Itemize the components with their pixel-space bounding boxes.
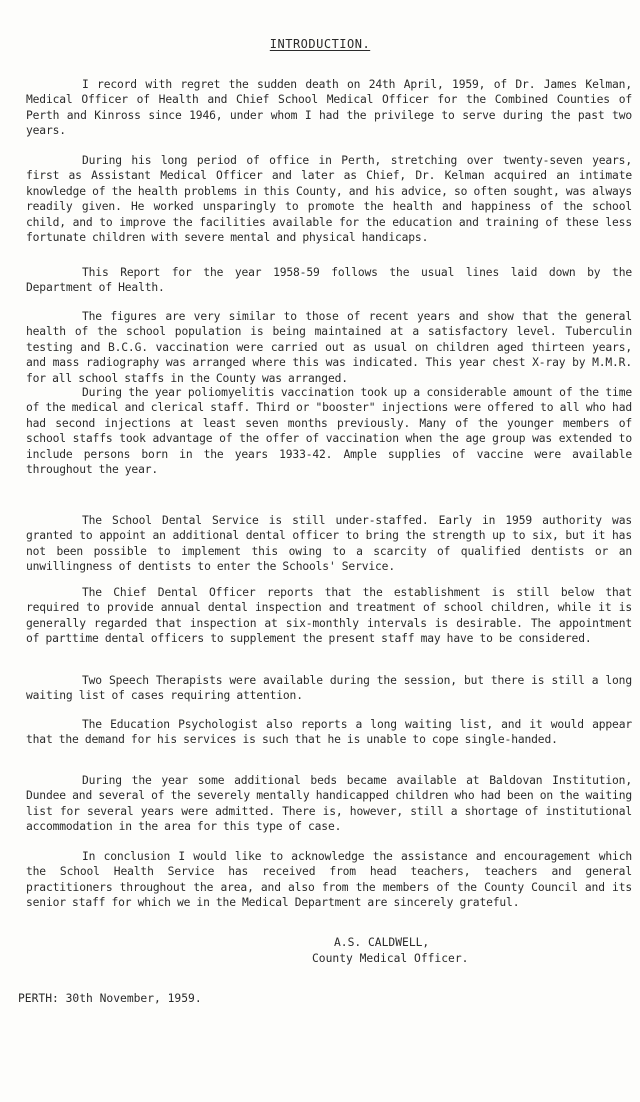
paragraph-chief-dental-officer: The Chief Dental Officer reports that the establishment is still below that required to provide annual dental inspection and treatment of school children, while it is generally regarded that inspection at six-monthly intervals is desirable. The appointment of parttime dental officers to supplement the present staff may have to be considered. xyxy=(26,586,632,646)
paragraph-baldovan-institution: During the year some additional beds became available at Baldovan Institution, Dundee and several of the severely mentally handicapped children who had been on the waiting list for several years were admitted. There is, however, still a shortage of institutional accommodation in the area for this type of case. xyxy=(26,774,632,834)
paragraph-general-health: The figures are very similar to those of recent years and show that the general health of the school population is being maintained at a satisfactory level. Tuberculin testing and B.C.G. vaccination were carried out as usual on children aged thirteen years, and mass radiography was arranged where this was indicated. This year chest X-ray by M.M.R. for all school staffs in the County was arranged. xyxy=(26,310,632,385)
paragraph-conclusion: In conclusion I would like to acknowledge the assistance and encouragement which the School Health Service has received from head teachers, teachers and general practitioners throughout the area, and also from the members of the County Council and its senior staff for which we in the Medical Department are sincerely grateful. xyxy=(26,850,632,910)
paragraph-death-notice: I record with regret the sudden death on 24th April, 1959, of Dr. James Kelman, Medical Officer of Health and Chief School Medical Officer for the Combined Counties of Perth and Kinross since 1946, under whom I had the privilege to serve during the past two years. xyxy=(26,78,632,138)
paragraph-dental-service: The School Dental Service is still under-staffed. Early in 1959 authority was granted to appoint an additional dental officer to bring the strength up to six, but it has not been possible to implement this owing to a scarcity of qualified dentists or an unwillingness of dentists to enter the Schools' Service. xyxy=(26,514,632,574)
paragraph-education-psychologist: The Education Psychologist also reports a long waiting list, and it would appear that the demand for his services is such that he is unable to cope single-handed. xyxy=(26,718,632,747)
paragraph-kelman-career: During his long period of office in Perth, stretching over twenty-seven years, first as Assistant Medical Officer and later as Chief, Dr. Kelman acquired an intimate knowledge of the health problems in this County, and his advice, so often sought, was always readily given. He worked unsparingly to promote the health and happiness of the school child, and to improve the facilities available for the education and training of these less fortunate children with severe mental and physical handicaps. xyxy=(26,154,632,245)
signature-name: A.S. CALDWELL, xyxy=(334,936,430,949)
paragraph-report-lines: This Report for the year 1958-59 follows the usual lines laid down by the Department of Health. xyxy=(26,266,632,295)
page-title: INTRODUCTION. xyxy=(269,37,371,51)
signature-role: County Medical Officer. xyxy=(312,952,469,965)
place-date-line: PERTH: 30th November, 1959. xyxy=(18,992,202,1005)
paragraph-speech-therapists: Two Speech Therapists were available during the session, but there is still a long waiting list of cases requiring attention. xyxy=(26,674,632,703)
paragraph-polio-vaccination: During the year poliomyelitis vaccination took up a considerable amount of the time of the medical and clerical staff. Third or "booster" injections were offered to all who had had second injections at least seven months previously. Many of the younger members of school staffs took advantage of the offer of vaccination when the age group was extended to include persons born in the years 1933-42. Ample supplies of vaccine were available throughout the year. xyxy=(26,386,632,477)
